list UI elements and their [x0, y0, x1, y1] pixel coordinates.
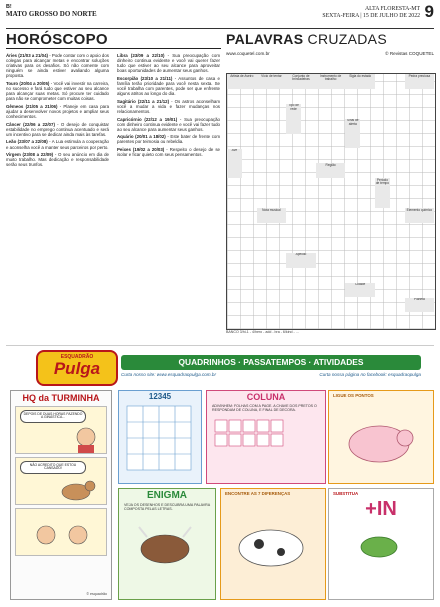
crossword-clue: Elemento químico — [405, 208, 435, 223]
horoscope-sign-entry — [6, 139, 109, 149]
sign-text: - O desejo de conquistar estabilidade no emprego continua acentuado e será um incentivo para se dedicar ainda mais às tarefas. — [6, 121, 109, 137]
sign-text: - O seu anúncio em dia de muito trabalho. Mas dedicação e responsabilidade serão seus trunfos. — [6, 152, 110, 168]
crossword-grid[interactable] — [226, 73, 436, 330]
header-right — [322, 6, 420, 19]
logo-small-text: ESQUADRÃO — [60, 354, 94, 360]
scene-icon — [16, 509, 108, 555]
comic-panel-1 — [15, 406, 107, 454]
sign-name: Sagitário (22/11 a 21/12) — [117, 98, 170, 104]
differences-title: ENCONTRE AS 7 DIFERENÇAS — [225, 491, 291, 496]
frog-icon — [329, 521, 431, 571]
coluna-title: COLUNA — [246, 392, 286, 402]
sign-text: - Planeje em casa para ajudar a desenvolver novos projetos e ampliar seus conhecimentos. — [6, 103, 110, 120]
horoscope-sign-entry — [117, 99, 220, 114]
dots-label: LIGUE OS PONTOS — [333, 393, 374, 398]
sign-text: - Assuntos de casa e família terão prioridade para você nesta sexta. Se você trabalha com parentes, pode ser que enfrente alguns atritos ao longo do dia. — [117, 75, 220, 97]
page-header — [6, 4, 434, 29]
issue-date: SEXTA-FEIRA | 15 DE JULHO DE 2022 — [322, 12, 420, 19]
crossword-clue: Sigla do estado — [345, 74, 375, 89]
horoscope-sign-entry — [117, 76, 220, 96]
crossword-site: www.coquetel.com.br — [226, 51, 270, 56]
horoscope-sign-entry — [6, 152, 109, 167]
crossword-title-bold: PALAVRAS — [226, 31, 304, 47]
crossword-clue: Região — [316, 163, 346, 178]
page-code: B! — [6, 4, 12, 10]
coluna-cells-icon — [207, 414, 323, 454]
substitution-glyph: +IN — [365, 498, 397, 520]
crossword-clue: Pedra preciosa — [405, 74, 435, 89]
sign-name: Peixes (19/02 a 20/03) — [117, 147, 165, 152]
sign-text: - Este bater de frente com parentes por teimosia ou rebeldia. — [117, 134, 220, 145]
crossword-clue: Ave — [227, 149, 242, 179]
crossword-section — [226, 31, 434, 339]
comic-panel-2 — [15, 457, 107, 505]
horoscope-title: HORÓSCOPO — [6, 31, 221, 49]
horoscope-left-column — [6, 53, 109, 170]
crossword-clue: Instrumento de trabalho — [316, 74, 346, 89]
horoscope-sign-entry — [6, 53, 109, 78]
coluna-puzzle[interactable] — [206, 390, 326, 484]
horoscope-section — [6, 31, 221, 339]
speech-bubble-1: DEPOIS DE DUAS HORAS FAZENDO A GINÁSTICA... — [20, 410, 86, 423]
hq-credit: © esquadrão — [86, 592, 107, 596]
kids-banner: QUADRINHOS · PASSATEMPOS · ATIVIDADES — [121, 355, 421, 370]
coluna-text: ADIVINHEM: FOLHAS COM A PAGE. A CHAVE DOS PRETOS O RESPONDAM DE COLUNA, E FINAL DE DECORA. — [212, 404, 317, 413]
crossword-clue: Nota musical — [257, 208, 287, 223]
horoscope-sign-entry — [117, 117, 220, 132]
sign-name: Gêmeos (21/05 a 21/06) — [6, 103, 58, 109]
crossword-copyright: © Revistas COQUETEL — [385, 51, 434, 56]
number-game[interactable] — [118, 390, 202, 484]
enigma-puzzle[interactable] — [118, 488, 216, 600]
publication-name: MATO GROSSO DO NORTE — [6, 9, 97, 18]
crossword-meta — [226, 51, 434, 56]
sign-name: Escorpião (23/10 a 21/11) — [117, 75, 173, 81]
facebook-link[interactable]: Curta nossa página no facebook: esquadraopulga — [319, 372, 421, 377]
esquadrao-pulga-logo — [36, 350, 118, 386]
crossword-clue: Conjunto de brincadeiras — [286, 74, 316, 89]
crossword-title — [226, 31, 434, 48]
horoscope-sign-entry — [117, 53, 220, 73]
hq-title: HQ da TURMINHA — [22, 393, 100, 403]
crossword-clue: Sinal de alerta — [345, 119, 360, 149]
enigma-text: VEJA OS DESENHOS E DESCUBRA UMA PALAVRA COMPOSTA PELAS LETRAS. — [124, 503, 210, 512]
pig-icon — [329, 400, 429, 478]
kids-urls — [121, 372, 421, 377]
horoscope-sign-entry — [6, 81, 109, 101]
sign-name: Virgem (23/08 a 22/09) — [6, 152, 54, 158]
sign-name: Aquário (20/01 a 18/02) — [117, 134, 166, 140]
number-grid-icon — [119, 402, 199, 478]
speech-bubble-2: NÃO ACREDITO QUE ESTOU CANSADO! — [20, 461, 86, 474]
comic-panel-3 — [15, 508, 107, 556]
substitution-puzzle[interactable] — [328, 488, 434, 600]
number-game-title: 12345 — [148, 392, 172, 401]
enigma-title: ENIGMA — [147, 490, 187, 501]
sign-text: - Respeito o desejo de se isolar e ficar quieto com seus pensamentos. — [117, 147, 221, 158]
cow-icon — [221, 498, 323, 588]
bull-icon — [119, 513, 213, 573]
horoscope-sign-entry — [117, 147, 220, 157]
sign-name: Câncer (22/06 a 22/07) — [6, 121, 55, 127]
sign-name: Leão (23/07 a 22/08) — [6, 139, 48, 145]
sign-text: - Sua preocupação com dinheiro continua evidente e você vai querer fazer tudo que estiver ao seu alcance para aproveitar boas oportunidades de aumentar seus ganhos. — [117, 53, 220, 74]
horoscope-right-column — [117, 53, 220, 170]
sign-text: - Pode contar com o apoio dos colegas para alcançar metas e encontrar soluções criativas para os desafios. Só não comente com ninguém se ainda estiver avaliando alguma proposta. — [6, 53, 110, 79]
sign-name: Áries (21/03 a 21/04) — [6, 53, 48, 58]
sign-name: Capricórnio (22/12 a 19/01) — [117, 116, 178, 122]
horoscope-sign-entry — [117, 134, 220, 144]
sign-text: - Você vai investir na carreira, no sucesso e fará tudo que estiver ao seu alcance para alcançar suas metas. Só procure ter cuidado para não se comprometer com muitas coisas. — [6, 80, 109, 102]
logo-big-text: Pulga — [53, 359, 101, 378]
header-left — [6, 4, 97, 17]
crossword-clue: Período de tempo — [375, 178, 390, 208]
sign-name: Touro (20/04 a 20/05) — [6, 80, 50, 86]
sign-text: - Sua preocupação com dinheiro continua evidente e você vai fazer tudo ao seu alcance para aumentar seus ganhos. — [117, 116, 220, 132]
city: ALTA FLORESTA-MT — [364, 6, 420, 12]
hq-comic — [10, 390, 112, 600]
page-number: 9 — [424, 2, 434, 21]
horoscope-sign-entry — [6, 122, 109, 137]
crossword-clue: Vício de tentar — [257, 74, 287, 89]
crossword-clue: Tipo de rede — [286, 104, 301, 134]
differences-puzzle[interactable] — [220, 488, 326, 600]
crossword-clue: Artista de Aveiro — [227, 74, 257, 89]
horoscope-sign-entry — [6, 104, 109, 119]
kids-section — [6, 345, 434, 602]
sign-text: - Os astros aconselham você a mudar a vida e fazer mudanças nos relacionamentos. — [117, 98, 220, 114]
site-link[interactable]: Curta nosso site: www.esquadraopulga.com.br — [121, 372, 216, 377]
crossword-title-light: CRUZADAS — [307, 31, 387, 47]
crossword-clue: Planeta — [405, 298, 435, 313]
substitution-title: SUBSTITUA — [333, 491, 359, 496]
crossword-clue: Cidade — [345, 283, 375, 298]
connect-dots[interactable] — [328, 390, 434, 484]
crossword-clue: Apelido — [286, 253, 316, 268]
crossword-word-bank: BANCO 3/hi-1 - 4/hero - add - bra - 6/kind - ... — [226, 330, 299, 334]
sign-name: Libra (23/09 a 22/10) — [117, 53, 165, 58]
sign-text: - A Lua estimula a cooperação e aconselha você a manter seus parceiros por perto. — [6, 139, 109, 150]
